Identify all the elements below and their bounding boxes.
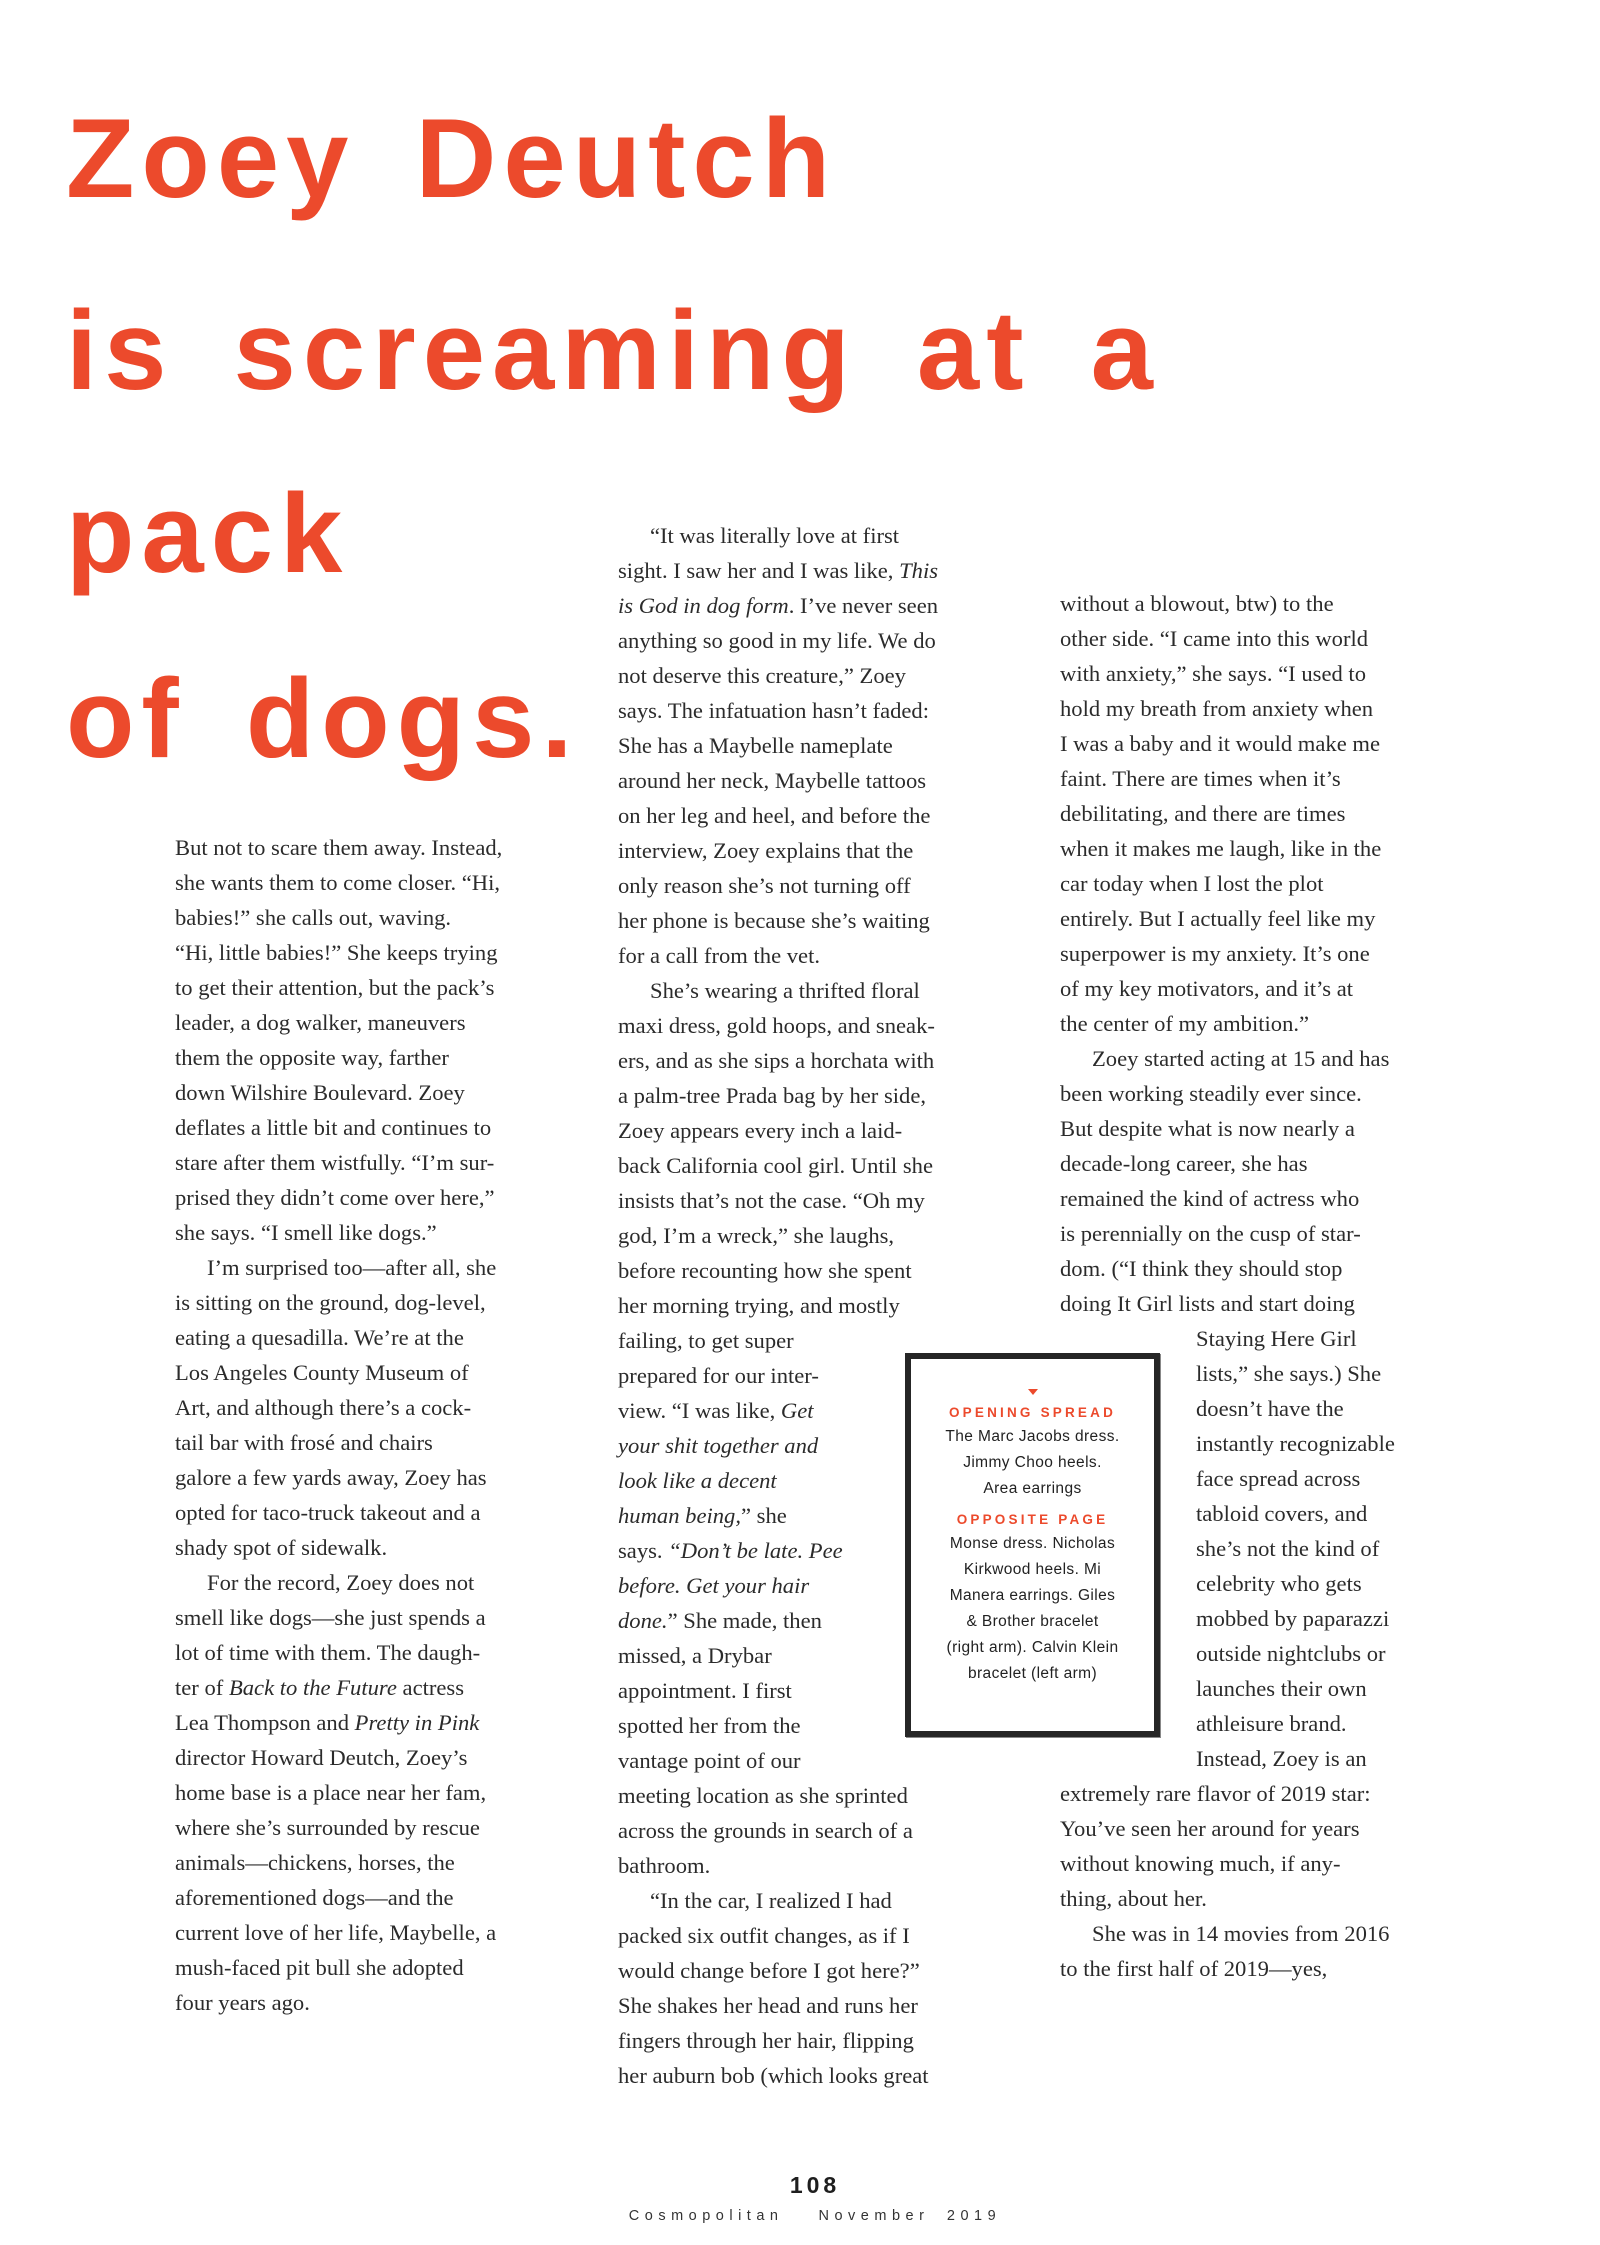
text-line: opted for taco-truck takeout and a xyxy=(175,1500,481,1525)
text-line: mobbed by paparazzi xyxy=(1196,1606,1390,1631)
text-line: appointment. I first xyxy=(618,1678,792,1703)
publication-footer: Cosmopolitan November 2019 xyxy=(628,2208,1002,2224)
text-line: For the record, Zoey does not xyxy=(207,1570,475,1595)
text-line: is sitting on the ground, dog-level, xyxy=(175,1290,486,1315)
credit-line: Area earrings xyxy=(983,1480,1082,1497)
text-line: But despite what is now nearly a xyxy=(1060,1116,1355,1141)
text-line: “It was literally love at first xyxy=(650,523,900,548)
text-line: vantage point of our xyxy=(618,1748,801,1773)
text-segment: says. xyxy=(618,1538,669,1563)
text-line: Staying Here Girl xyxy=(1196,1326,1357,1351)
text-line: But not to scare them away. Instead, xyxy=(175,835,503,860)
text-line: back California cool girl. Until she xyxy=(618,1153,933,1178)
credit-line: The Marc Jacobs dress. xyxy=(945,1428,1120,1445)
text-line: her phone is because she’s waiting xyxy=(618,908,930,933)
text-line: of my key motivators, and it’s at xyxy=(1060,976,1354,1001)
text-line: spotted her from the xyxy=(618,1713,801,1738)
text-line: deflates a little bit and continues to xyxy=(175,1115,492,1140)
text-line: across the grounds in search of a xyxy=(618,1818,913,1843)
opening-spread-credits xyxy=(911,1424,1154,1502)
text-line: she’s not the kind of xyxy=(1196,1536,1380,1561)
text-line: “In the car, I realized I had xyxy=(650,1888,892,1913)
italic-text: Back to the Future xyxy=(228,1675,397,1700)
text-line: babies!” she calls out, waving. xyxy=(175,905,452,930)
text-line: prepared for our inter- xyxy=(618,1363,819,1388)
text-line: Art, and although there’s a cock- xyxy=(175,1395,472,1420)
text-line: failing, to get super xyxy=(618,1328,794,1353)
italic-text: your shit together and xyxy=(618,1433,819,1458)
italic-text: human being, xyxy=(618,1503,741,1528)
opening-spread-heading: OPENING SPREAD xyxy=(948,1405,1117,1420)
text-line: without a blowout, btw) to the xyxy=(1060,591,1334,616)
text-line: smell like dogs—she just spends a xyxy=(175,1605,486,1630)
text-line: on her leg and heel, and before the xyxy=(618,803,931,828)
text-segment: ” she xyxy=(741,1503,787,1528)
text-line: thing, about her. xyxy=(1060,1886,1207,1911)
page-number: 108 xyxy=(789,2172,841,2198)
text-line: with anxiety,” she says. “I used to xyxy=(1060,661,1366,686)
text-line: decade-long career, she has xyxy=(1060,1151,1308,1176)
text-line: dom. (“I think they should stop xyxy=(1060,1256,1343,1281)
text-line: stare after them wistfully. “I’m sur- xyxy=(175,1150,495,1175)
italic-text: Get xyxy=(780,1398,814,1423)
text-line: She’s wearing a thrifted floral xyxy=(650,978,920,1003)
text-line: You’ve seen her around for years xyxy=(1060,1816,1360,1841)
text-line: mush-faced pit bull she adopted xyxy=(175,1955,464,1980)
text-line: remained the kind of actress who xyxy=(1060,1186,1360,1211)
text-line: tabloid covers, and xyxy=(1196,1501,1368,1526)
text-line: four years ago. xyxy=(175,1990,310,2015)
text-line: celebrity who gets xyxy=(1196,1571,1362,1596)
opposite-page-heading: OPPOSITE PAGE xyxy=(956,1512,1109,1527)
text-line: bathroom. xyxy=(618,1853,711,1878)
text-line: Zoey started acting at 15 and has xyxy=(1092,1046,1390,1071)
text-line: where she’s surrounded by rescue xyxy=(175,1815,480,1840)
credit-line: bracelet (left arm) xyxy=(967,1665,1098,1682)
text-line: only reason she’s not turning off xyxy=(618,873,911,898)
text-line: lot of time with them. The daugh- xyxy=(175,1640,481,1665)
headline-line-3: pack xyxy=(66,471,350,596)
text-line: debilitating, and there are times xyxy=(1060,801,1346,826)
text-line: other side. “I came into this world xyxy=(1060,626,1369,651)
text-line: would change before I got here?” xyxy=(618,1958,920,1983)
italic-text: done. xyxy=(618,1608,668,1633)
headline-line-2: is screaming at a xyxy=(66,288,1160,413)
italic-text: before. Get your hair xyxy=(618,1573,810,1598)
credit-line: Jimmy Choo heels. xyxy=(963,1454,1102,1471)
text-line: I’m surprised too—after all, she xyxy=(207,1255,497,1280)
text-line: before recounting how she spent xyxy=(618,1258,912,1283)
text-line: doing It Girl lists and start doing xyxy=(1060,1291,1355,1316)
text-line: not deserve this creature,” Zoey xyxy=(618,663,906,688)
italic-text: look like a decent xyxy=(618,1468,777,1493)
text-line: missed, a Drybar xyxy=(618,1643,772,1668)
text-line: “Hi, little babies!” She keeps trying xyxy=(175,940,498,965)
text-line: she says. “I smell like dogs.” xyxy=(175,1220,437,1245)
triangle-down-icon xyxy=(1028,1389,1038,1395)
text-line: doesn’t have the xyxy=(1196,1396,1344,1421)
text-line: ers, and as she sips a horchata with xyxy=(618,1048,935,1073)
text-line xyxy=(618,553,1008,588)
text-line: is perennially on the cusp of star- xyxy=(1060,1221,1361,1246)
text-line: She has a Maybelle nameplate xyxy=(618,733,893,758)
text-line: eating a quesadilla. We’re at the xyxy=(175,1325,464,1350)
text-line: current love of her life, Maybelle, a xyxy=(175,1920,497,1945)
credit-line: (right arm). Calvin Klein xyxy=(946,1639,1119,1656)
text-line: entirely. But I actually feel like my xyxy=(1060,906,1376,931)
text-line: without knowing much, if any- xyxy=(1060,1851,1341,1876)
text-line: tail bar with frosé and chairs xyxy=(175,1430,433,1455)
text-segment: Lea Thompson and xyxy=(175,1710,355,1735)
credit-line: Monse dress. Nicholas xyxy=(949,1535,1116,1552)
credit-line: Manera earrings. Giles xyxy=(949,1587,1116,1604)
text-segment: sight. I saw her and I was like, xyxy=(618,558,900,583)
italic-text: This xyxy=(899,558,939,583)
italic-text: “Don’t be late. Pee xyxy=(668,1538,843,1563)
text-line: launches their own xyxy=(1196,1676,1367,1701)
text-line: says. The infatuation hasn’t faded: xyxy=(618,698,930,723)
text-line: leader, a dog walker, maneuvers xyxy=(175,1010,466,1035)
text-segment: ter of xyxy=(175,1675,229,1700)
text-line xyxy=(175,1670,567,1705)
text-line: around her neck, Maybelle tattoos xyxy=(618,768,927,793)
text-line: shady spot of sidewalk. xyxy=(175,1535,388,1560)
opposite-page-credits xyxy=(911,1531,1154,1687)
text-segment: . I’ve never seen xyxy=(788,593,939,618)
text-segment: actress xyxy=(396,1675,465,1700)
text-line: extremely rare flavor of 2019 star: xyxy=(1060,1781,1371,1806)
text-line: them the opposite way, farther xyxy=(175,1045,449,1070)
text-line: aforementioned dogs—and the xyxy=(175,1885,454,1910)
text-line: been working steadily ever since. xyxy=(1060,1081,1362,1106)
text-line: she wants them to come closer. “Hi, xyxy=(175,870,501,895)
text-line: animals—chickens, horses, the xyxy=(175,1850,455,1875)
text-line: lists,” she says.) She xyxy=(1196,1361,1382,1386)
text-line: insists that’s not the case. “Oh my xyxy=(618,1188,925,1213)
text-line: the center of my ambition.” xyxy=(1060,1011,1310,1036)
text-line: home base is a place near her fam, xyxy=(175,1780,487,1805)
text-line: superpower is my anxiety. It’s one xyxy=(1060,941,1370,966)
text-line: her morning trying, and mostly xyxy=(618,1293,900,1318)
text-line: when it makes me laugh, like in the xyxy=(1060,836,1382,861)
article-column-3 xyxy=(1060,586,1455,1986)
italic-text: Pretty in Pink xyxy=(354,1710,480,1735)
text-line: meeting location as she sprinted xyxy=(618,1783,908,1808)
text-line: She shakes her head and runs her xyxy=(618,1993,918,2018)
text-line: director Howard Deutch, Zoey’s xyxy=(175,1745,468,1770)
text-line: god, I’m a wreck,” she laughs, xyxy=(618,1223,895,1248)
text-line: galore a few yards away, Zoey has xyxy=(175,1465,487,1490)
italic-text: is God in dog form xyxy=(618,593,789,618)
text-line: Zoey appears every inch a laid- xyxy=(618,1118,903,1143)
text-line: maxi dress, gold hoops, and sneak- xyxy=(618,1013,935,1038)
text-line: hold my breath from anxiety when xyxy=(1060,696,1374,721)
credit-line: & Brother bracelet xyxy=(966,1613,1099,1630)
text-line: She was in 14 movies from 2016 xyxy=(1092,1921,1390,1946)
text-line: faint. There are times when it’s xyxy=(1060,766,1341,791)
article-column-1 xyxy=(175,830,567,2020)
text-line: Los Angeles County Museum of xyxy=(175,1360,469,1385)
text-line: a palm-tree Prada bag by her side, xyxy=(618,1083,927,1108)
text-line: to get their attention, but the pack’s xyxy=(175,975,495,1000)
text-line: I was a baby and it would make me xyxy=(1060,731,1380,756)
text-line: fingers through her hair, flipping xyxy=(618,2028,914,2053)
text-line: down Wilshire Boulevard. Zoey xyxy=(175,1080,465,1105)
headline-line-1: Zoey Deutch xyxy=(66,96,838,221)
article-column-2 xyxy=(618,518,1008,2093)
text-line: face spread across xyxy=(1196,1466,1361,1491)
text-line xyxy=(175,1705,567,1740)
text-line: car today when I lost the plot xyxy=(1060,871,1324,896)
text-segment: ” She made, then xyxy=(667,1608,822,1633)
text-line: outside nightclubs or xyxy=(1196,1641,1386,1666)
headline-line-4: of dogs. xyxy=(66,656,580,781)
text-line: instantly recognizable xyxy=(1196,1431,1395,1456)
text-line: anything so good in my life. We do xyxy=(618,628,936,653)
text-line: for a call from the vet. xyxy=(618,943,820,968)
text-line: packed six outfit changes, as if I xyxy=(618,1923,910,1948)
text-line: athleisure brand. xyxy=(1196,1711,1347,1736)
credit-line: Kirkwood heels. Mi xyxy=(963,1561,1102,1578)
text-segment: view. “I was like, xyxy=(618,1398,781,1423)
text-line xyxy=(618,588,1008,623)
text-line: Instead, Zoey is an xyxy=(1196,1746,1367,1771)
text-line: her auburn bob (which looks great xyxy=(618,2063,929,2088)
text-line: to the first half of 2019—yes, xyxy=(1060,1956,1328,1981)
text-line: interview, Zoey explains that the xyxy=(618,838,914,863)
text-line: prised they didn’t come over here,” xyxy=(175,1185,495,1210)
fashion-credits-box xyxy=(905,1353,1160,1737)
